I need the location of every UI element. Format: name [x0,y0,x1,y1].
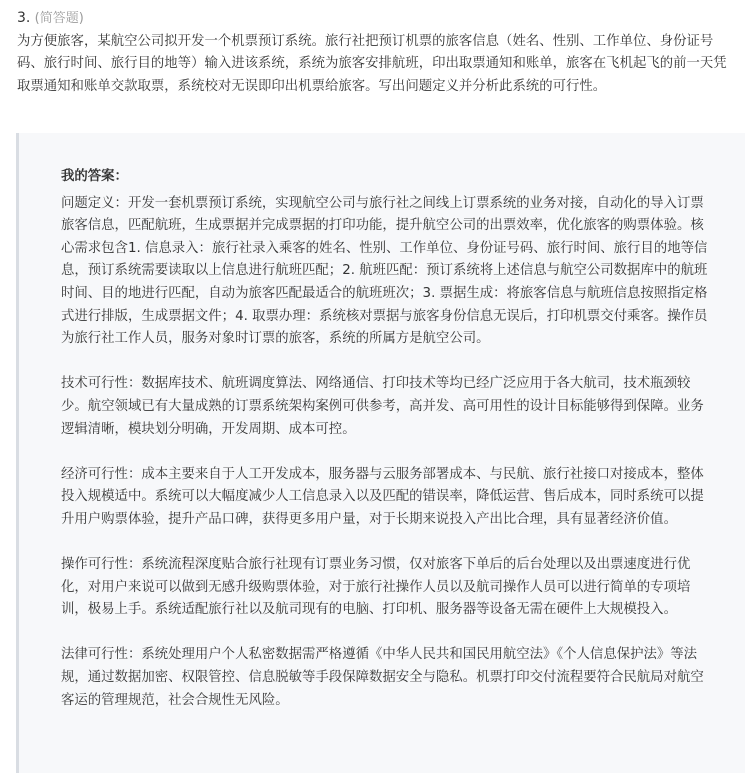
question-type: (简答题) [34,11,84,26]
answer-card [16,133,745,773]
answer-paragraph-problem-definition: 问题定义：开发一套机票预订系统，实现航空公司与旅行社之间线上订票系统的业务对接，自动化的导入订票旅客信息，匹配航班，生成票据并完成票据的打印功能，提升航空公司的出票效率，优化旅客的购票体验。核心需求包含1. 信息录入：旅行社录入乘客的姓名、性别、工作单位、身份证号码、旅行时间、旅行目的地等信息，预订系统需要读取以上信息进行航班匹配；2. 航班匹配：预订系统将上述信息与航空公司数据库中的航班时间、目的地进行匹配，自动为旅客匹配最适合的航班班次；3. 票据生成：将旅客信息与航班信息按照指定格式进行排版，生成票据文件；4. 取票办理：系统核对票据与旅客身份信息无误后，打印机票交付乘客。操作员为旅行社工作人员，服务对象时订票的旅客，系统的所属方是航空公司。 [61,195,708,347]
answer-paragraph-technical-feasibility: 技术可行性：数据库技术、航班调度算法、网络通信、打印技术等均已经广泛应用于各大航司，技术瓶颈较少。航空领域已有大量成熟的订票系统架构案例可供参考，高并发、高可用性的设计目标能够得到保障。业务逻辑清晰，模块划分明确，开发周期、成本可控。 [61,376,704,437]
question-header [17,7,729,31]
answer-content [61,166,711,712]
question-text: 为方便旅客，某航空公司拟开发一个机票预订系统。旅行社把预订机票的旅客信息（姓名、性别、工作单位、身份证号码、旅行时间、旅行目的地等）输入进该系统，系统为旅客安排航班，印出取票通知和账单，旅客在飞机起飞的前一天凭取票通知和账单交款取票，系统校对无误即印出机票给旅客。写出问题定义并分析此系统的可行性。 [17,33,727,94]
question-block [17,7,729,98]
answer-paragraph-operational-feasibility: 操作可行性：系统流程深度贴合旅行社现有订票业务习惯，仅对旅客下单后的后台处理以及出票速度进行优化，对用户来说可以做到无感升级购票体验，对于旅行社操作人员以及航司操作人员可以进行简单的专项培训，极易上手。系统适配旅行社以及航司现有的电脑、打印机、服务器等设备无需在硬件上大规模投入。 [61,557,691,618]
answer-paragraph-legal-feasibility: 法律可行性：系统处理用户个人私密数据需严格遵循《中华人民共和国民用航空法》《个人信息保护法》等法规，通过数据加密、权限管控、信息脱敏等手段保障数据安全与隐私。机票打印交付流程要符合民航局对航空客运的管理规范，社会合规性无风险。 [61,647,704,708]
question-number: 3. [17,10,31,26]
answer-label: 我的答案： [61,169,128,184]
answer-paragraph-economic-feasibility: 经济可行性：成本主要来自于人工开发成本，服务器与云服务部署成本、与民航、旅行社接口对接成本，整体投入规模适中。系统可以大幅度减少人工信息录入以及匹配的错误率，降低运营、售后成本，同时系统可以提升用户购票体验，提升产品口碑，获得更多用户量，对于长期来说投入产出比合理，具有显著经济价值。 [61,466,704,527]
